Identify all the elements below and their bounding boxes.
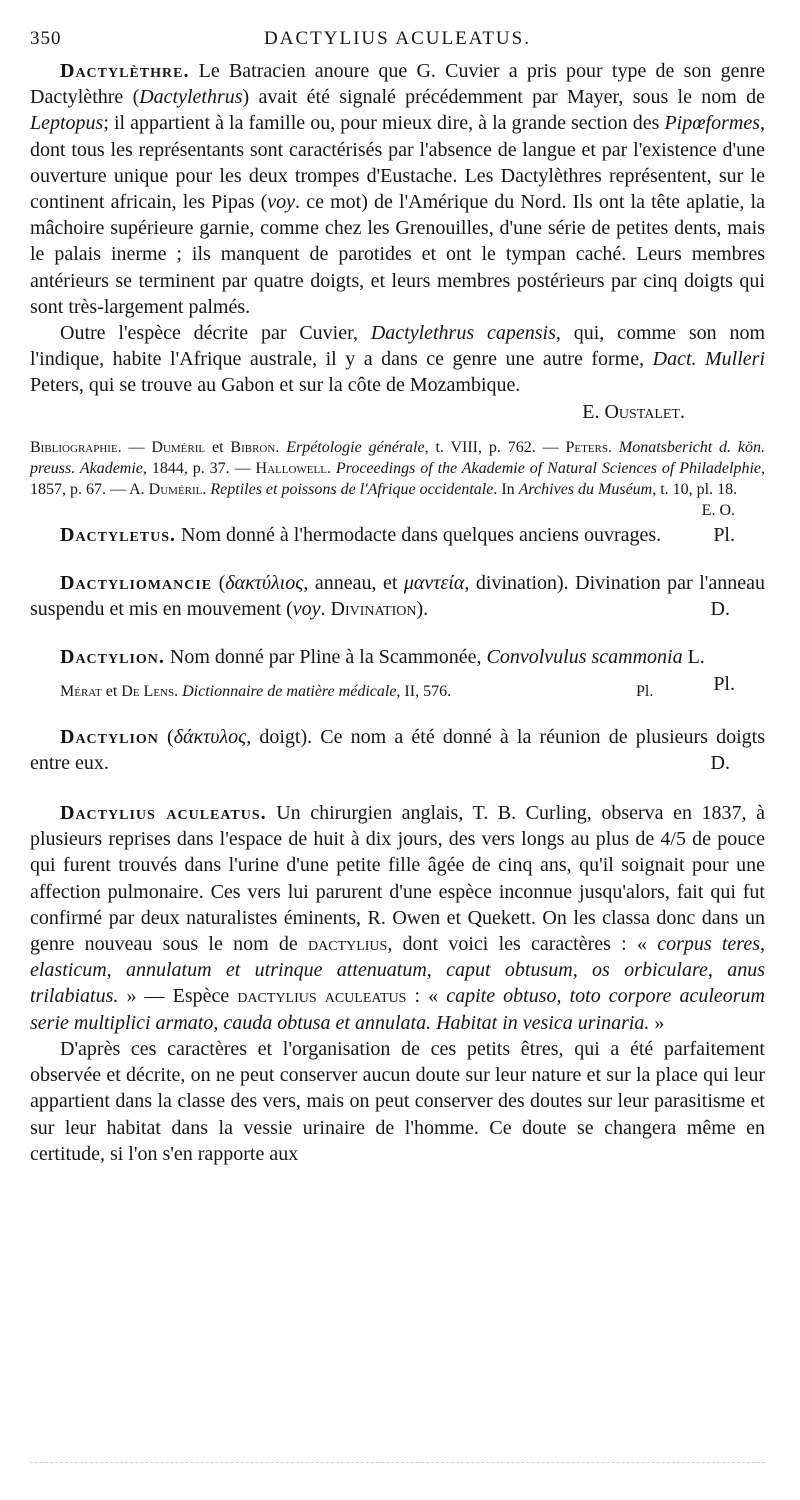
text: Le Batracien anoure que G. Cuvier a pris pour type de son genre Dactylèthre ( [30, 60, 765, 109]
work-title: Monatsbericht d. kön. preuss. Akademie [30, 438, 766, 477]
text: Nom donné à l'hermodacte dans quelques anciens ouvrages. [176, 523, 662, 546]
signature-text: E. Oustalet. [582, 400, 685, 423]
text: et [205, 438, 231, 456]
work-title: Reptiles et poissons de l'Afrique occidentale [210, 480, 494, 498]
author-initial: D. [710, 751, 730, 774]
text: » [649, 1011, 665, 1034]
text: , 1857, p. 67. — A. [30, 459, 766, 498]
text: ). [416, 598, 429, 621]
headword-dactylion: Dactylion. [60, 646, 165, 669]
text: . [320, 598, 331, 621]
latin-diagnosis: corpus teres, elasticum, annulatum et utrinque attenuatum, caput obtusum, os orbiculare, anus trilabiatus. [30, 933, 765, 1008]
italic-text: Convolvulus scammonia [486, 646, 683, 669]
text: , t. VIII, p. 762. — [424, 438, 566, 456]
text: . [202, 480, 211, 498]
text: Peters, qui se trouve au Gabon et sur la côte de Mozambique. [30, 374, 521, 397]
headword-dactylius-aculeatus: Dactylius aculeatus. [60, 802, 267, 825]
author-name: Mérat [60, 682, 102, 700]
author-initial: Pl. [713, 672, 735, 695]
text: , doigt). Ce nom a été donné à la réunion de plusieurs doigts entre eux. [30, 725, 765, 774]
text: , qui, comme son nom l'indique, habite l'Afrique australe, il y a dans ce genre une autre forme, [30, 322, 766, 371]
greek-word: δακτύλιος [225, 572, 304, 595]
genus-name: dactylius [307, 933, 388, 956]
work-title: Dictionnaire de matière médicale [182, 682, 397, 700]
greek-word: μαντεία [403, 572, 465, 595]
author-initial: E. O. [701, 501, 735, 519]
greek-word: δάκτυλος [173, 725, 247, 748]
text: . In [493, 480, 519, 498]
text: , t. 10, pl. 18. [652, 480, 738, 498]
text: , 1844, p. 37. — [142, 459, 256, 477]
author-name: Hallowell [255, 459, 327, 477]
text: . [608, 438, 619, 456]
entry-dactyliomancie [30, 570, 765, 622]
entry-dactyletus [30, 522, 765, 548]
text: : « [406, 985, 447, 1008]
headword-dactylion-doigt: Dactylion [60, 725, 159, 748]
text: Un chirurgien anglais, T. B. Curling, observa en 1837, à plusieurs reprises dans l'espace de huit à dix jours, des vers longs au plus de 4/5 de pouce qui furent trouvés dans l'urine d'une petite fille âgée de cinq ans, qu'il soignait pour une affection pulmonaire. Ces vers lui parurent d'une espèce inconnue jusqu'alors, fait qui fut confirmé par deux naturalistes éminents, R. Owen et Quekett. On les classa donc dans un genre nouveau sous le nom de [30, 802, 765, 956]
entry-dactylethre-p2 [30, 320, 765, 399]
text: » — Espèce [118, 985, 238, 1008]
entry-dactylion-doigt [30, 724, 765, 776]
cross-reference: Divination [330, 598, 417, 621]
text: et [101, 682, 122, 700]
text: ( [212, 572, 226, 595]
work-title: Erpétologie générale [286, 438, 425, 456]
italic-text: Dactylethrus capensis [370, 322, 556, 345]
text: , II, 576. [396, 682, 452, 700]
text: , dont tous les représentants sont caractérisés par l'absence de langue et par l'existence d'une ouverture unique pour les deux trompes d'Eustache. Les Dactylèthres représentent, sur le continent africain, les Pipas ( [30, 112, 765, 214]
entry-dactylius-aculeatus-p2 [30, 1036, 765, 1167]
entry-dactylius-aculeatus [30, 800, 765, 1036]
species-name: dactylius aculeatus [237, 985, 407, 1008]
work-title: Proceedings of the Akademie of Natural Sciences of Philadelphie [335, 459, 762, 477]
running-head [30, 28, 765, 58]
text: . [174, 682, 183, 700]
author-initial: Pl. [713, 523, 735, 546]
author-name: Bibron [230, 438, 276, 456]
italic-text: Dactylethrus [139, 86, 243, 109]
text: , divination). Divination par l'anneau suspendu et mis en mouvement ( [30, 572, 765, 621]
page-number: 350 [30, 28, 62, 49]
text: . [275, 438, 287, 456]
headword-dactyliomancie: Dactyliomancie [60, 572, 213, 595]
author-signature [30, 399, 685, 425]
latin-diagnosis: capite obtuso, toto corpore aculeorum serie multiplici armato, cauda obtusa et annulata. Habitat in vesica urinaria. [30, 985, 766, 1034]
work-title: Archives du Muséum [518, 480, 653, 498]
text: ( [158, 725, 174, 748]
text: . ce mot) de l'Amérique du Nord. Ils ont la tête aplatie, la mâchoire supérieure garnie, comme chez les Grenouilles, d'une série de petites dents, mais le palais inerme ; ils manquent de parotides et ont le tympan caché. Leurs membres antérieurs se terminent par quatre doigts, et leurs membres postérieurs par cinq doigts qui sont très-largement palmés. [30, 191, 765, 318]
headword-dactylethre: Dactylèthre. [60, 60, 190, 82]
italic-text: Pipœformes [664, 112, 760, 135]
text: L. [682, 646, 705, 669]
author-name: Duméril [151, 438, 206, 456]
italic-text: Dact. Mulleri [652, 348, 766, 371]
text: , dont voici les caractères : « [387, 933, 658, 956]
text: ; il appartient à la famille ou, pour mieux dire, à la grande section des [103, 112, 665, 135]
text: Outre l'espèce décrite par Cuvier, [60, 322, 371, 345]
biblio-label: Bibliographie. [30, 438, 122, 456]
text: — [121, 438, 152, 456]
author-name: De Lens [121, 682, 175, 700]
bibliography-dactylethre [30, 437, 766, 519]
author-name: Duméril [148, 480, 203, 498]
text: , anneau, et [303, 572, 404, 595]
author-initial: D. [710, 598, 730, 621]
page [30, 28, 765, 1167]
headword-dactyletus: Dactyletus. [60, 523, 177, 546]
text: . [326, 459, 336, 477]
italic-text: voy [292, 598, 321, 621]
text: Nom donné par Pline à la Scammonée, [164, 646, 487, 669]
entry-dactylethre [30, 58, 765, 320]
author-name: Peters [565, 438, 608, 456]
text: ) avait été signalé précédemment par Mayer, sous le nom de [242, 86, 765, 109]
bottom-divider [30, 1462, 765, 1463]
italic-text: voy [267, 191, 296, 214]
reference-dactylion [30, 681, 765, 702]
text: D'après ces caractères et l'organisation de ces petits êtres, qui a été parfaitement observée et décrite, on ne peut conserver aucun doute sur leur nature et sur la place qui leur appartient dans la classe des vers, mais on peut conserver des doutes sur leur parasitisme et sur leur habitat dans la vessie urinaire de l'homme. Ce doute se changera même en certitude, si l'on s'en rapporte aux [30, 1037, 765, 1165]
italic-text: Leptopus [30, 112, 104, 135]
author-initial: Pl. [635, 682, 654, 700]
running-title: DACTYLIUS ACULEATUS. [264, 28, 531, 49]
